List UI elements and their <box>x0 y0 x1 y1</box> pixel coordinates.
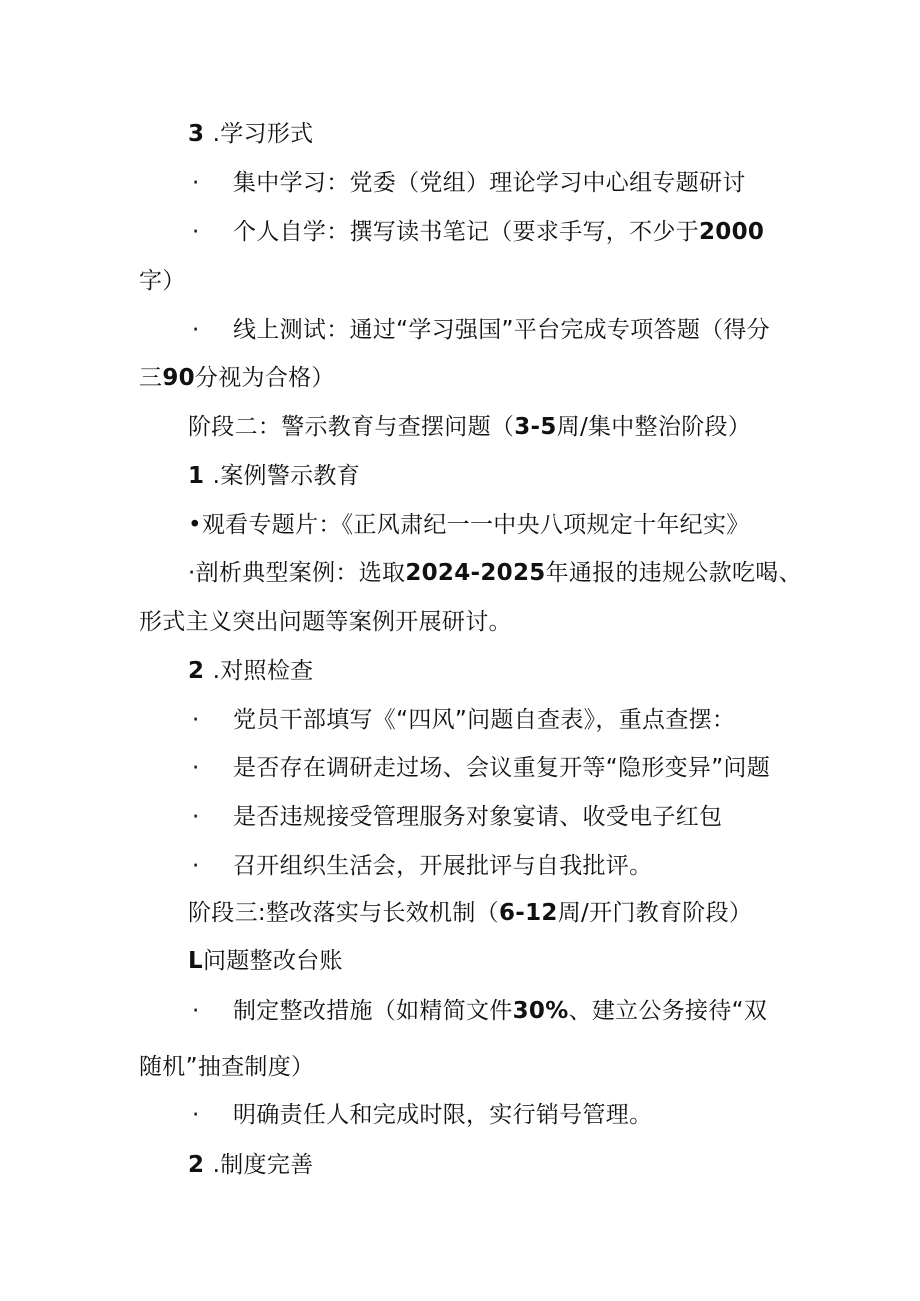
bullet-dot: · <box>192 707 200 733</box>
bullet-responsibility <box>192 1100 652 1130</box>
heading-stage-two <box>188 412 751 442</box>
heading-stage-three <box>188 898 752 928</box>
text-run: 字） <box>139 268 186 294</box>
text-run: 、建立公务接待“双 <box>568 998 768 1024</box>
bold-text: 2024-2025 <box>405 560 546 586</box>
bullet-rectification-measures <box>192 996 767 1026</box>
bullet-dot: · <box>192 755 200 781</box>
bold-text: 6-12 <box>498 900 558 926</box>
text-run: •观看专题片：《正风肃纪一一中央八项规定十年纪实》 <box>188 512 750 538</box>
bullet-banquet <box>192 802 722 832</box>
bullet-online-test <box>192 315 770 345</box>
text-run: 年通报的违规公款吃喝、 <box>545 560 802 586</box>
heading-rectification-ledger <box>188 946 343 976</box>
text-run: 三 <box>139 365 163 391</box>
heading-learning-format <box>188 119 313 149</box>
text-run: 集中学习：党委（党组）理论学习中心组专题研讨 <box>233 170 746 196</box>
bullet-life-meeting <box>192 851 652 881</box>
text-run: 周/开门教育阶段） <box>557 900 753 926</box>
heading-case-warning <box>188 461 360 491</box>
text-run: 问题整改台账 <box>202 948 343 974</box>
text-run: 是否存在调研走过场、会议重复开等“隐形变异”问题 <box>233 755 771 781</box>
bold-text: 2 <box>188 658 213 684</box>
bullet-research-formality <box>192 753 770 783</box>
bullet-online-test-cont <box>139 363 335 393</box>
bold-text: 1 <box>188 463 213 489</box>
text-run: .案例警示教育 <box>212 463 361 489</box>
text-run: 阶段二：警示教育与查摆问题（ <box>188 414 515 440</box>
heading-system-improvement <box>188 1150 313 1180</box>
bullet-analyze-cases <box>188 558 802 588</box>
text-run: 是否违规接受管理服务对象宴请、收受电子红包 <box>233 804 723 830</box>
text-run: 线上测试：通过“学习强国”平台完成专项答题（得分 <box>233 317 771 343</box>
bullet-dot: · <box>192 853 200 879</box>
text-run: 周/集中整治阶段） <box>556 414 752 440</box>
bold-text: 2 <box>188 1152 213 1178</box>
text-run: .制度完善 <box>212 1152 314 1178</box>
heading-self-check <box>188 656 313 686</box>
bold-text: 90 <box>162 365 195 391</box>
text-run: 阶段三:整改落实与长效机制（ <box>188 900 499 926</box>
text-run: .学习形式 <box>212 121 314 147</box>
bullet-rectification-measures-cont <box>139 1052 314 1082</box>
text-run: 个人自学：撰写读书笔记（要求手写，不少于 <box>233 219 699 245</box>
bold-text: 2000 <box>699 219 765 245</box>
bullet-dot: · <box>192 998 200 1024</box>
text-run: 随机”抽查制度） <box>139 1054 315 1080</box>
bullet-dot: · <box>192 170 200 196</box>
bullet-centralized-study <box>192 168 746 198</box>
bullet-dot: · <box>192 317 200 343</box>
bullet-watch-film <box>188 510 750 540</box>
bold-text: L <box>188 948 203 974</box>
text-run: ·剖析典型案例：选取 <box>188 560 406 586</box>
bullet-dot: · <box>192 804 200 830</box>
bold-text: 3-5 <box>514 414 557 440</box>
text-run: 制定整改措施（如精简文件 <box>233 998 513 1024</box>
text-run: .对照检查 <box>212 658 314 684</box>
bullet-analyze-cases-cont <box>139 607 512 637</box>
text-run: 明确责任人和完成时限，实行销号管理。 <box>233 1102 653 1128</box>
bullet-fill-form <box>192 705 735 735</box>
text-run: 党员干部填写《“四风”问题自查表》，重点查摆： <box>233 707 736 733</box>
text-run: 形式主义突出问题等案例开展研讨。 <box>139 609 512 635</box>
text-run: 分视为合格） <box>194 365 335 391</box>
bullet-dot: · <box>192 1102 200 1128</box>
bullet-self-study <box>192 217 764 247</box>
bold-text: 30% <box>512 998 569 1024</box>
bold-text: 3 <box>188 121 213 147</box>
bullet-dot: · <box>192 219 200 245</box>
bullet-self-study-cont <box>139 266 186 296</box>
text-run: 召开组织生活会，开展批评与自我批评。 <box>233 853 653 879</box>
